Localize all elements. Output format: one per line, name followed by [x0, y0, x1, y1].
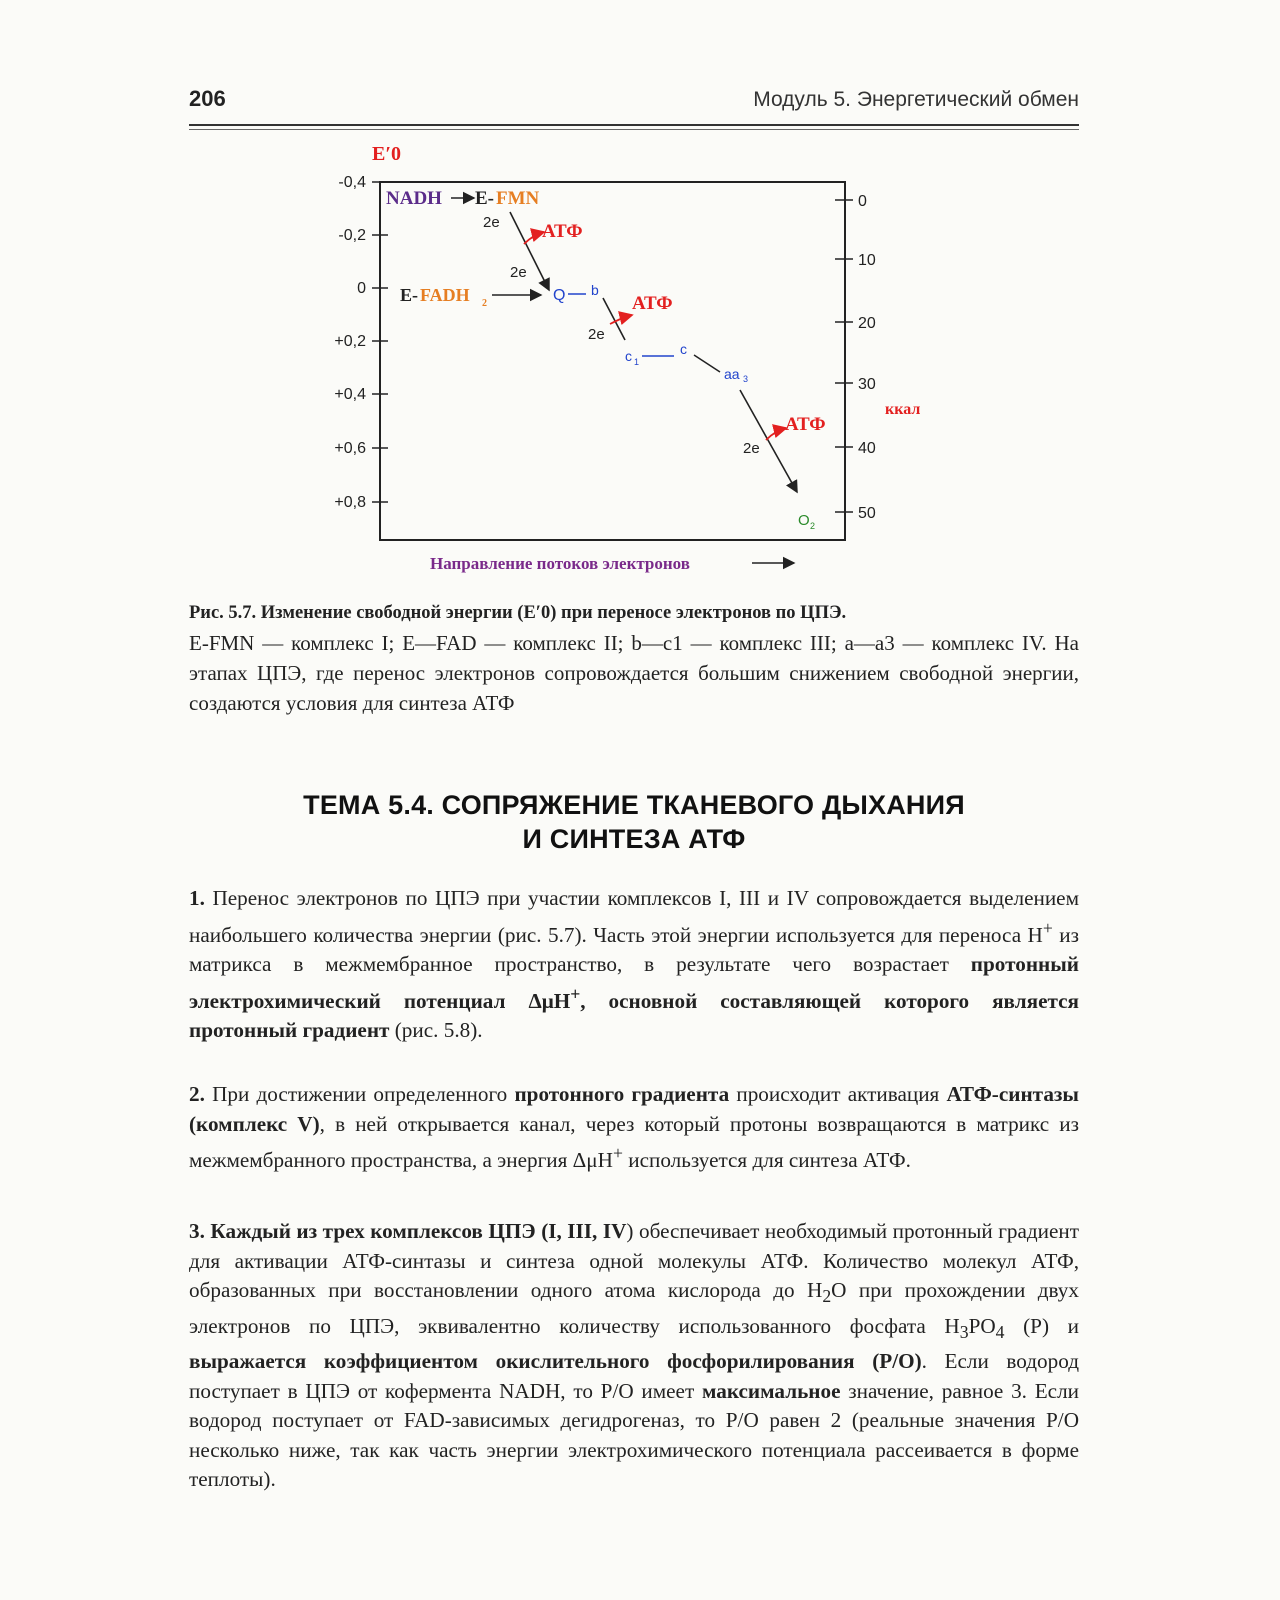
paragraph-text: ) обеспечивает необходимый протонный градиент для активации АТФ-синтазы и синтеза одной молекулы АТФ. Количество молекул АТФ, образованных при восстановлении одного атома кислорода до H — [189, 1219, 1080, 1302]
figure-5-7 — [320, 140, 960, 600]
paragraph-2 — [189, 1080, 1079, 1176]
kcal-axis-label: ккал — [885, 401, 921, 418]
right-tick-label: 30 — [858, 376, 876, 393]
fmn-label: FMN — [496, 188, 540, 209]
subscript: 4 — [995, 1321, 1005, 1342]
left-tick-label: 0 — [357, 280, 366, 297]
plot-frame — [380, 182, 845, 540]
page-header — [189, 86, 1079, 126]
atp-label: АТФ — [542, 221, 583, 242]
paragraph-text: (рис. 5.8). — [389, 1018, 483, 1043]
fadh-subscript: 2 — [482, 298, 487, 309]
paragraph-text: (P) и — [1004, 1313, 1080, 1338]
running-title: Модуль 5. Энергетический обмен — [753, 88, 1079, 111]
topic-heading-line: И СИНТЕЗА АТФ — [522, 824, 746, 854]
left-tick-label: +0,6 — [334, 440, 366, 457]
right-tick-label: 20 — [858, 315, 876, 332]
etc-energy-diagram — [320, 140, 960, 600]
efadh2 — [400, 285, 487, 309]
paragraph-text: . Если водород поступает в ЦПЭ от кофермента NADH, то P/O имеет — [189, 1349, 1079, 1403]
bold-term: 3. Каждый из трех комплексов ЦПЭ (I, III, IV — [189, 1219, 627, 1243]
header-rule-thin — [189, 129, 1079, 130]
b-label: b — [591, 282, 599, 298]
o2-label: O — [798, 512, 810, 529]
atp-label: АТФ — [632, 293, 673, 314]
paragraph-number: 2. — [189, 1082, 205, 1106]
e-label: E- — [400, 285, 418, 305]
aa3-subscript: 3 — [743, 374, 749, 384]
superscript: + — [612, 1143, 623, 1163]
atp-arrow — [766, 428, 786, 440]
paragraph-text: O при прохождении двух электронов по ЦПЭ, эквивалентно количеству использованного фосфата H — [189, 1278, 1079, 1338]
atp-label: АТФ — [785, 414, 826, 435]
c-label: c — [680, 341, 687, 357]
left-tick-label: +0,8 — [334, 494, 366, 511]
superscript: + — [1042, 917, 1053, 938]
fadh-label: FADH — [420, 285, 470, 305]
paragraph-1 — [189, 884, 1079, 1046]
c1-label: c — [625, 348, 632, 364]
superscript: + — [570, 983, 581, 1004]
subscript: 2 — [822, 1286, 832, 1307]
bold-term: протонного градиента — [514, 1082, 730, 1106]
paragraph-number: 1. — [189, 886, 205, 910]
bold-term: АТФ-синтазы (комплекс V) — [189, 1082, 1079, 1136]
left-tick-label: -0,4 — [338, 174, 366, 191]
electron-label: 2e — [743, 440, 760, 457]
right-tick-label: 50 — [858, 505, 876, 522]
right-tick-label: 0 — [858, 193, 867, 210]
nadh-efmn — [386, 188, 540, 209]
e0-axis-label: E′0 — [372, 143, 401, 165]
right-axis — [835, 193, 876, 522]
paragraph-text: PO — [968, 1313, 996, 1338]
subscript: 3 — [959, 1321, 969, 1342]
figure-caption — [189, 603, 1079, 718]
page-number: 206 — [189, 86, 226, 111]
x-axis-label: Направление потоков электронов — [430, 554, 690, 573]
nadh-label: NADH — [386, 188, 442, 209]
bold-term: выражается коэффициентом окислительного фосфорилирования (P/O) — [189, 1349, 922, 1374]
paragraph-3 — [189, 1217, 1079, 1495]
paragraph-text: , в ней открывается канал, через который протоны возвращаются в матрикс из межмембранного пространства, а энергия ΔμH — [189, 1111, 1079, 1173]
paragraph-text: Перенос электронов по ЦПЭ при участии комплексов I, III и IV сопровождается выделением наибольшего количества энергии (рис. 5.7). Часть этой энергии используется для переноса H — [189, 886, 1079, 947]
topic-heading-line: ТЕМА 5.4. СОПРЯЖЕНИЕ ТКАНЕВОГО ДЫХАНИЯ — [303, 790, 965, 820]
paragraph-text: При достижении определенного — [204, 1082, 515, 1106]
q-label: Q — [553, 287, 566, 304]
paragraph-text: используется для синтеза АТФ. — [622, 1148, 911, 1173]
bold-term: максимальное — [701, 1378, 841, 1403]
caption-title: Рис. 5.7. Изменение свободной энергии (E′0) при переносе электронов по ЦПЭ. — [189, 603, 847, 623]
electron-label: 2e — [510, 264, 527, 281]
o2-subscript: 2 — [810, 521, 816, 531]
caption-body: E-FMN — комплекс I; E—FAD — комплекс II; b—c1 — комплекс III; a—a3 — комплекс IV. На этапах ЦПЭ, где перенос электронов сопровождается большим снижением свободной энергии, создаются условия для синтеза АТФ — [189, 631, 1079, 715]
bold-term: протонный электрохимический потенциал ΔμH — [189, 952, 1079, 1013]
header-rule — [189, 124, 1079, 126]
c1-subscript: 1 — [634, 357, 640, 367]
paragraph-text: значение, равное 3. Если водород поступает от FAD-зависимых дегидрогеназ, то P/O равен 2 (реальные значения P/O несколько ниже, так как часть энергии электрохимического потенциала рассеивается в форме теплоты). — [189, 1378, 1079, 1492]
electron-flow-line — [694, 355, 720, 372]
topic-heading — [189, 788, 1079, 856]
right-tick-label: 40 — [858, 440, 876, 457]
left-tick-label: +0,2 — [334, 333, 366, 350]
paragraph-text: происходит активация — [729, 1082, 947, 1106]
e-label: E- — [475, 188, 494, 209]
paragraph-text: из матрикса в межмембранное пространство, в результате чего возрастает — [189, 922, 1079, 977]
left-tick-label: -0,2 — [338, 227, 366, 244]
aa3-label: aa — [724, 366, 740, 382]
left-tick-label: +0,4 — [334, 386, 366, 403]
atp-arrow — [524, 232, 544, 244]
electron-label: 2e — [588, 326, 605, 343]
bold-term: , основной составляющей которого является протонный градиент — [189, 988, 1080, 1043]
electron-label: 2e — [483, 214, 500, 231]
right-tick-label: 10 — [858, 252, 876, 269]
